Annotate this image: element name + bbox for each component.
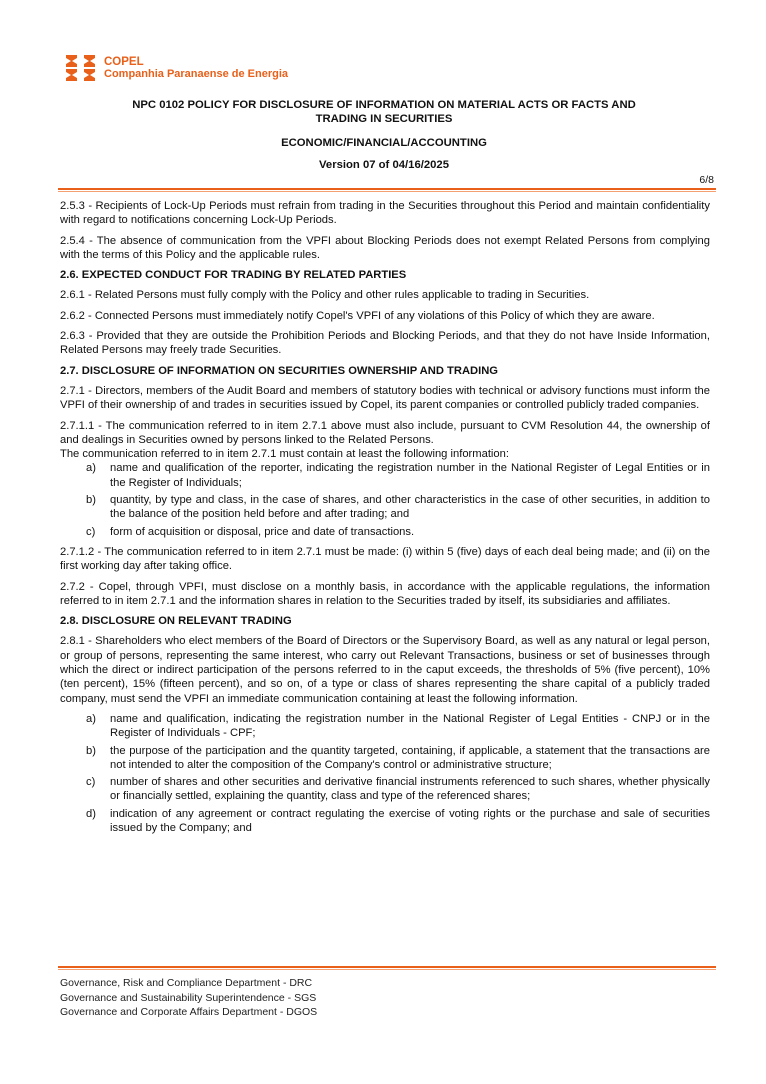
list-marker: b) xyxy=(86,744,96,757)
section-heading-2-8: 2.8. DISCLOSURE ON RELEVANT TRADING xyxy=(60,615,292,628)
brand-name: COPEL xyxy=(104,56,144,68)
title-line-1: NPC 0102 POLICY FOR DISCLOSURE OF INFORMATION ON MATERIAL ACTS OR FACTS AND xyxy=(132,99,636,111)
document-version: Version 07 of 04/16/2025 xyxy=(319,159,449,171)
footer xyxy=(60,976,317,1020)
paragraph-2-7-1-1: 2.7.1.1 - The communication referred to in item 2.7.1 above must also include, pursuant to CVM Resolution 44, the ownership of and dealings in Securities owned by persons linked to the Related Persons. xyxy=(60,419,710,446)
title-line-2: TRADING IN SECURITIES xyxy=(315,113,453,125)
footer-divider-thin xyxy=(58,969,716,970)
list-2-7-1 xyxy=(60,461,710,538)
list-marker: c) xyxy=(86,776,96,789)
list-text: the purpose of the participation and the quantity targeted, containing, if applicable, a statement that the transactions are not intended to alter the composition of the Company's control or administrative structure; xyxy=(110,744,710,771)
header-divider xyxy=(58,188,716,190)
footer-divider xyxy=(58,966,716,968)
list-marker: a) xyxy=(86,712,96,725)
list-text: indication of any agreement or contract regulating the exercise of voting rights or the purchase and sale of securities issued by the Company; and xyxy=(110,807,710,834)
paragraph-2-7-1-1-intro: The communication referred to in item 2.7.1 must contain at least the following information: xyxy=(60,448,509,461)
list-marker: c) xyxy=(86,525,96,538)
page-number: 6/8 xyxy=(699,174,714,186)
brand-wordmark xyxy=(104,56,288,80)
paragraph-2-5-4: 2.5.4 - The absence of communication from the VPFI about Blocking Periods does not exempt Related Persons from complying with the terms of this Policy and the applicable rules. xyxy=(60,234,710,261)
footer-line-1: Governance, Risk and Compliance Department - DRC xyxy=(60,977,313,989)
list-marker: d) xyxy=(86,807,96,820)
paragraph-2-7-1-2: 2.7.1.2 - The communication referred to in item 2.7.1 must be made: (i) within 5 (five) days of each deal being made; and (ii) on the first working day after taking office. xyxy=(60,545,710,573)
list-text: name and qualification, indicating the registration number in the National Register of Legal Entities - CNPJ or in the Register of Individuals - CPF; xyxy=(110,712,710,740)
paragraph-2-6-2: 2.6.2 - Connected Persons must immediately notify Copel's VPFI of any violations of this Policy of which they are aware. xyxy=(60,309,655,322)
list-item xyxy=(60,775,710,804)
list-text: quantity, by type and class, in the case of shares, and other characteristics in the case of other securities, in addition to the balance of the position held before and after trading; and xyxy=(110,494,710,521)
section-heading-2-6: 2.6. EXPECTED CONDUCT FOR TRADING BY RELATED PARTIES xyxy=(60,269,407,282)
section-heading-2-7: 2.7. DISCLOSURE OF INFORMATION ON SECURITIES OWNERSHIP AND TRADING xyxy=(60,364,498,377)
paragraph-2-6-1: 2.6.1 - Related Persons must fully comply with the Policy and other rules applicable to trading in Securities. xyxy=(60,289,590,302)
list-item xyxy=(60,807,710,836)
paragraph-2-7-2: 2.7.2 - Copel, through VPFI, must disclose on a monthly basis, in accordance with the applicable regulations, the information referred to in item 2.7.1 and the information shares in relation to the Securities traded by itself, its subsidiaries and affiliates. xyxy=(60,580,710,607)
brand-full-name: Companhia Paranaense de Energia xyxy=(104,68,289,80)
paragraph-2-6-3: 2.6.3 - Provided that they are outside the Prohibition Periods and Blocking Periods, and that they do not have Inside Information, Related Persons may freely trade Securities. xyxy=(60,330,710,357)
header-divider-thin xyxy=(58,191,716,192)
list-item xyxy=(60,712,710,741)
document-subtitle: ECONOMIC/FINANCIAL/ACCOUNTING xyxy=(281,137,487,149)
document-body xyxy=(60,199,710,841)
document-title xyxy=(60,98,708,126)
paragraph-2-5-3: 2.5.3 - Recipients of Lock-Up Periods must refrain from trading in the Securities throughout this Period and maintain confidentiality with regard to notifications concerning Lock-Up Periods. xyxy=(60,200,710,227)
list-item xyxy=(60,461,710,490)
paragraph-2-8-1: 2.8.1 - Shareholders who elect members of the Board of Directors or the Supervisory Board, as well as any natural or legal person, or group of persons, representing the same interest, who carry out Relevant Transactions, business or set of businesses through which the direct or indirect participation of the persons referred to in the caput exceeds, the thresholds of 5% (five percent), 10% (ten percent), 15% (fifteen percent), and so on, of a type or class of shares representing the share capital of a publicly traded company, must send the VPFI an immediate communication containing at least the following information. xyxy=(60,635,710,705)
footer-line-2: Governance and Sustainability Superintendence - SGS xyxy=(60,991,317,1004)
list-text: number of shares and other securities and derivative financial instruments referenced to such shares, whether physically or financially settled, explaining the quantity, class and type of the referenced shares; xyxy=(110,776,710,803)
copel-logo-icon xyxy=(64,53,98,83)
list-item xyxy=(60,493,710,522)
paragraph-2-7-1: 2.7.1 - Directors, members of the Audit Board and members of statutory bodies with technical or advisory functions must inform the VPFI of their ownership of and trades in securities issued by Copel, its parent companies or controlled publicly traded companies. xyxy=(60,384,710,412)
list-item xyxy=(60,744,710,773)
list-2-8-1 xyxy=(60,712,710,835)
list-marker: a) xyxy=(86,462,96,475)
list-text: form of acquisition or disposal, price and date of transactions. xyxy=(110,525,415,538)
list-marker: b) xyxy=(86,494,96,507)
list-item xyxy=(60,525,710,539)
footer-line-3: Governance and Corporate Affairs Department - DGOS xyxy=(60,1006,318,1018)
list-text: name and qualification of the reporter, indicating the registration number in the National Register of Legal Entities or in the Register of Individuals; xyxy=(110,462,710,489)
